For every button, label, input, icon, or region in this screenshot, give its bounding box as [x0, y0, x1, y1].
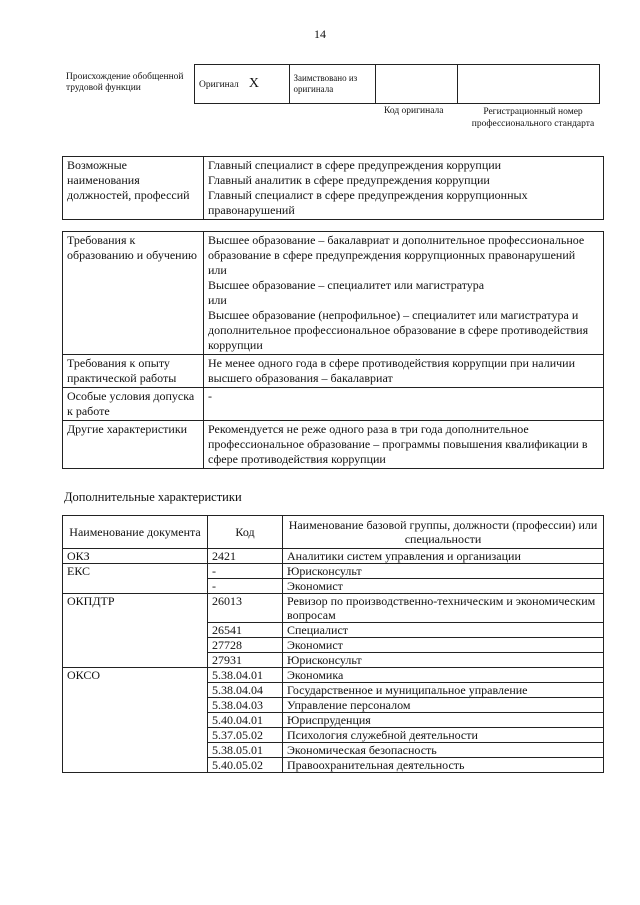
extra-table	[62, 515, 604, 773]
name-cell: Юрисконсульт	[283, 564, 604, 579]
code-cell: 5.40.05.02	[208, 758, 283, 773]
name-cell: Специалист	[283, 623, 604, 638]
code-cell: -	[208, 579, 283, 594]
name-cell: Экономическая безопасность	[283, 743, 604, 758]
positions-table	[62, 156, 604, 220]
code-cell: 2421	[208, 549, 283, 564]
code-cell: 26541	[208, 623, 283, 638]
code-cell: 26013	[208, 594, 283, 623]
name-cell: Психология служебной деятельности	[283, 728, 604, 743]
origin-table	[194, 64, 600, 104]
name-cell: Юриспруденция	[283, 713, 604, 728]
requirement-row	[63, 421, 604, 469]
borrowed-label: Заимствовано из оригинала	[293, 73, 358, 94]
requirement-label: Особые условия допуска к работе	[63, 388, 204, 421]
doc-cell: ОКСО	[63, 668, 208, 773]
code-caption: Код оригинала	[384, 106, 444, 116]
doc-cell: ОКЗ	[63, 549, 208, 564]
requirement-value: -	[204, 388, 604, 421]
requirement-line: Высшее образование – бакалавриат и дополнительное профессиональное образование в сфере предупреждения коррупционных правонарушений	[208, 233, 585, 262]
name-cell: Экономика	[283, 668, 604, 683]
name-cell: Правоохранительная деятельность	[283, 758, 604, 773]
original-label: Оригинал	[199, 80, 239, 90]
requirement-value: Не менее одного года в сфере противодействия коррупции при наличии высшего образования – бакалавриат	[204, 355, 604, 388]
doc-cell: ЕКС	[63, 564, 208, 594]
extra-body	[63, 549, 604, 773]
positions-list	[204, 157, 604, 220]
header-name: Наименование базовой группы, должности (профессии) или специальности	[283, 516, 604, 549]
registration-caption: Регистрационный номер профессионального стандарта	[471, 107, 595, 129]
requirement-label: Требования к опыту практической работы	[63, 355, 204, 388]
positions-label: Возможные наименования должностей, профессий	[63, 157, 204, 220]
requirement-row	[63, 355, 604, 388]
requirement-line: или	[208, 263, 227, 277]
header-code: Код	[208, 516, 283, 549]
code-cell: -	[208, 564, 283, 579]
code-cell: 27728	[208, 638, 283, 653]
code-cell: 27931	[208, 653, 283, 668]
original-cell	[195, 65, 290, 104]
requirement-line: Высшее образование – специалитет или магистратура	[208, 278, 485, 292]
page-number: 14	[314, 27, 326, 41]
requirement-label: Другие характеристики	[63, 421, 204, 469]
table-row	[63, 594, 604, 623]
code-cell: 5.37.05.02	[208, 728, 283, 743]
name-cell: Экономист	[283, 579, 604, 594]
name-cell: Управление персоналом	[283, 698, 604, 713]
position-item: Главный специалист в сфере предупреждения коррупции	[208, 158, 502, 172]
borrowed-cell	[289, 65, 376, 104]
table-row	[63, 668, 604, 683]
name-cell: Экономист	[283, 638, 604, 653]
requirement-line: Высшее образование (непрофильное) – специалитет или магистратура и дополнительное профессиональное образование в сфере противодействия коррупции	[208, 308, 589, 352]
code-cell: 5.38.04.04	[208, 683, 283, 698]
requirement-label: Требования к образованию и обучению	[63, 232, 204, 355]
original-mark: X	[248, 76, 259, 91]
requirement-row	[63, 232, 604, 355]
position-item: Главный специалист в сфере предупреждения коррупционных правонарушений	[208, 188, 528, 217]
code-cell: 5.40.04.01	[208, 713, 283, 728]
code-cell: 5.38.04.03	[208, 698, 283, 713]
registration-number-cell	[457, 65, 599, 104]
requirement-line: или	[208, 293, 227, 307]
name-cell: Ревизор по производственно-техническим и экономическим вопросам	[283, 594, 604, 623]
requirement-value: Рекомендуется не реже одного раза в три года дополнительное профессиональное образование – программы повышения квалификации в сфере противодействия коррупции	[204, 421, 604, 469]
requirement-value	[204, 232, 604, 355]
name-cell: Аналитики систем управления и организации	[283, 549, 604, 564]
position-item: Главный аналитик в сфере предупреждения коррупции	[208, 173, 490, 187]
code-cell: 5.38.04.01	[208, 668, 283, 683]
table-row	[63, 564, 604, 579]
extra-heading: Дополнительные характеристики	[64, 490, 242, 504]
doc-cell: ОКПДТР	[63, 594, 208, 668]
requirements-table	[62, 231, 604, 469]
table-row	[63, 549, 604, 564]
requirement-row	[63, 388, 604, 421]
origin-label: Происхождение обобщенной трудовой функции	[66, 72, 184, 93]
original-code-cell	[376, 65, 458, 104]
header-doc: Наименование документа	[63, 516, 208, 549]
name-cell: Юрисконсульт	[283, 653, 604, 668]
name-cell: Государственное и муниципальное управление	[283, 683, 604, 698]
code-cell: 5.38.05.01	[208, 743, 283, 758]
